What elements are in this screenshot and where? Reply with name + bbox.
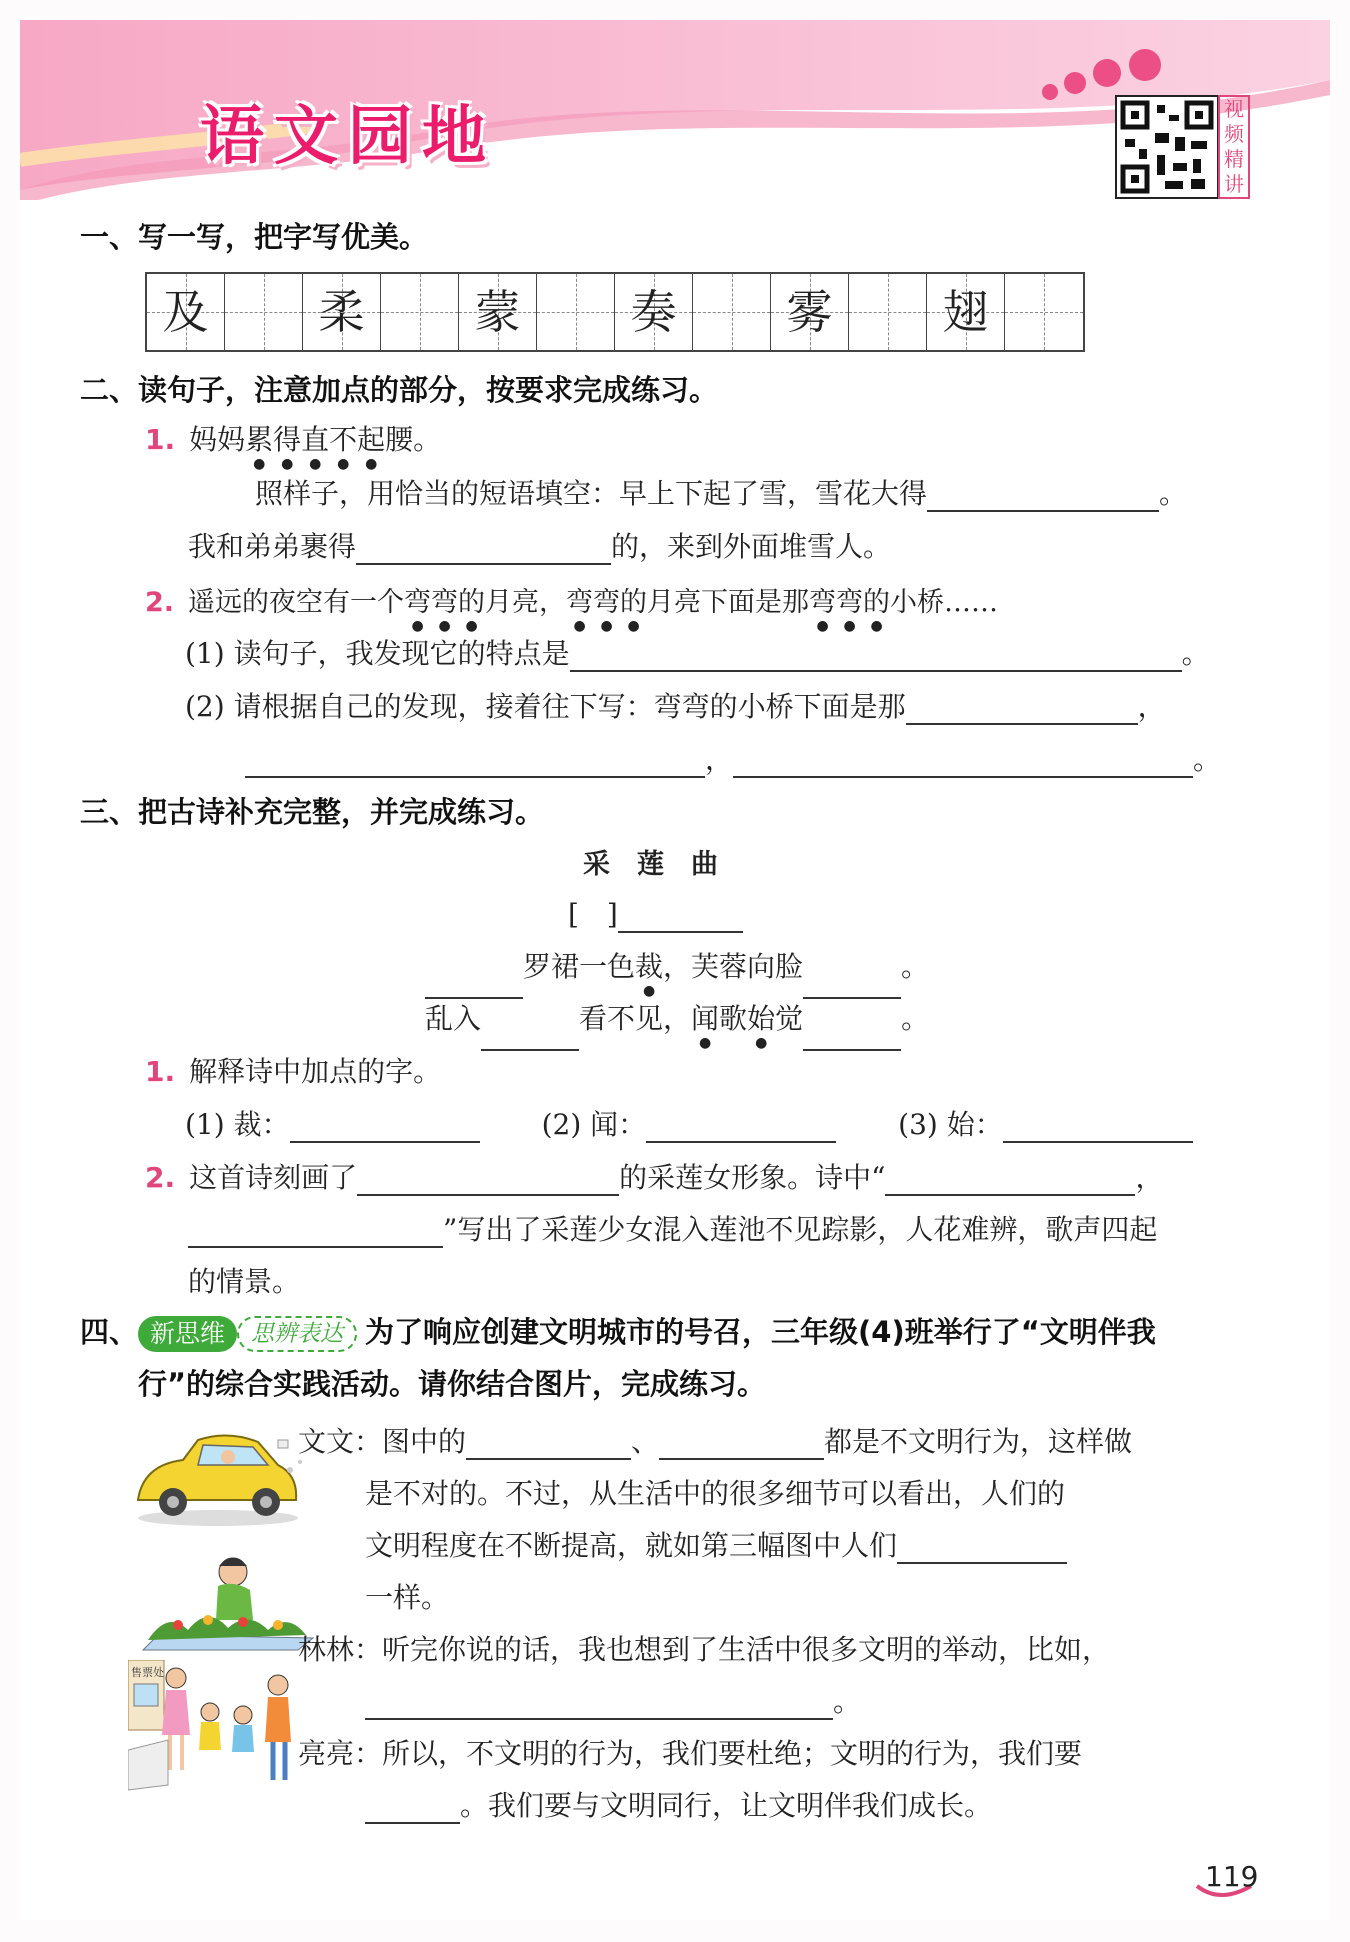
poem-line-1	[425, 945, 929, 999]
answer-blank[interactable]	[927, 480, 1159, 512]
model-character: 雾	[786, 285, 833, 339]
sentence-text: 的，来到外面堆雪人。	[611, 530, 892, 563]
punct: 。	[833, 1685, 862, 1718]
sentence-text: 小桥……	[890, 587, 999, 618]
flowerbed-illustration	[138, 1550, 318, 1670]
answer-blank[interactable]	[885, 1164, 1135, 1196]
subquestion-text: (2) 请根据自己的发现，接着往下写：弯弯的小桥下面是那	[185, 690, 906, 723]
section-4-title-line2: 行”的综合实践活动。请你结合图片，完成练习。	[138, 1367, 767, 1401]
answer-blank[interactable]	[570, 640, 1182, 672]
poem-text: 歌	[719, 1002, 748, 1035]
answer-blank[interactable]	[245, 746, 705, 778]
answer-blank[interactable]	[357, 1164, 619, 1196]
grid-char-cell	[927, 274, 1005, 350]
question-text: 的采莲女形象。诗中“	[619, 1161, 886, 1194]
model-character: 柔	[318, 285, 365, 339]
section-3-title: 三、把古诗补充完整，并完成练习。	[80, 795, 545, 829]
page-number: 119	[1205, 1860, 1259, 1893]
poem-dynasty-author	[568, 893, 743, 933]
question-number: 2.	[145, 587, 175, 618]
s2-question-2	[145, 580, 998, 634]
answer-blank[interactable]	[646, 1111, 836, 1143]
subquestion-label: (2) 闻：	[541, 1108, 647, 1141]
grid-practice-cell[interactable]	[693, 274, 771, 350]
s2-question-1	[145, 418, 441, 472]
grid-practice-cell[interactable]	[537, 274, 615, 350]
page-header	[20, 20, 1330, 200]
linlin-line-2	[365, 1680, 861, 1720]
dialogue-text: 文明程度在不断提高，就如第三幅图中人们	[365, 1529, 898, 1562]
section-2-title: 二、读句子，注意加点的部分，按要求完成练习。	[80, 373, 719, 407]
answer-blank[interactable]	[356, 533, 611, 565]
question-number: 1.	[145, 423, 176, 456]
dotted-phrase: 累得直不起	[245, 423, 386, 456]
poem-text: 觉	[775, 1002, 804, 1035]
author-blank[interactable]	[618, 901, 743, 933]
sentence-text: 妈妈	[189, 423, 246, 456]
section-4-title-text: 为了响应创建文明城市的号召，三年级(4)班举行了“文明伴我	[365, 1315, 1156, 1349]
poem-text: 罗裙一色	[523, 950, 636, 983]
liangliang-line-1: 亮亮：所以，不文明的行为，我们要杜绝；文明的行为，我们要	[298, 1737, 1083, 1770]
subquestion-text: (1) 读句子，我发现它的特点是	[185, 637, 570, 670]
ticket-office-sign: 售票处	[131, 1666, 164, 1679]
answer-blank[interactable]	[466, 1428, 631, 1460]
s2-q1-instruction	[255, 472, 1187, 512]
punct: ，	[705, 743, 734, 776]
new-thinking-badge: 新思维	[138, 1316, 237, 1352]
linlin-line-1: 林林：听完你说的话，我也想到了生活中很多文明的举动，比如，	[298, 1633, 1111, 1666]
dotted-char: 裁	[635, 950, 664, 983]
model-character: 翅	[942, 285, 989, 339]
dotted-phrase: 弯弯的	[404, 587, 486, 618]
punct: 。	[1181, 637, 1210, 670]
qr-video-label: 视频精讲	[1218, 95, 1250, 199]
car-litter-illustration	[128, 1420, 308, 1530]
model-character: 蒙	[474, 285, 521, 339]
answer-blank[interactable]	[733, 746, 1193, 778]
answer-blank[interactable]	[659, 1428, 824, 1460]
poem-line-2	[425, 997, 929, 1051]
wenwen-line-1	[298, 1420, 1132, 1460]
grid-char-cell	[615, 274, 693, 350]
poem-text: ，芙蓉向脸	[663, 950, 804, 983]
s2-q1-line3	[188, 525, 891, 565]
s3-q2-line3: 的情景。	[188, 1265, 301, 1298]
punct: ，	[1137, 690, 1166, 723]
wenwen-line-2: 是不对的。不过，从生活中的很多细节可以看出，人们的	[365, 1477, 1066, 1510]
s3-question-2	[145, 1156, 1163, 1196]
answer-blank[interactable]	[1003, 1111, 1193, 1143]
section-4-title	[80, 1310, 1156, 1352]
grid-practice-cell[interactable]	[1005, 274, 1083, 350]
s2-q2-sub2	[185, 685, 1166, 725]
dialogue-text: 都是不文明行为，这样做	[824, 1425, 1133, 1458]
writing-grid	[145, 272, 1085, 352]
answer-blank[interactable]	[803, 967, 901, 999]
question-number: 2.	[145, 1161, 176, 1194]
dialogue-text: 文文：图中的	[298, 1425, 467, 1458]
question-text: 解释诗中加点的字。	[189, 1055, 442, 1088]
model-character: 奏	[630, 285, 677, 339]
punct: 。	[1159, 477, 1188, 510]
punct: 、	[631, 1425, 660, 1458]
answer-blank[interactable]	[481, 1019, 579, 1051]
grid-practice-cell[interactable]	[381, 274, 459, 350]
poem-title: 采 莲 曲	[583, 849, 718, 880]
dotted-char: 始	[747, 1002, 776, 1035]
s2-q2-sub1	[185, 632, 1210, 672]
grid-practice-cell[interactable]	[849, 274, 927, 350]
dotted-phrase: 弯弯的	[566, 587, 648, 618]
grid-practice-cell[interactable]	[225, 274, 303, 350]
sentence-text: 月亮，	[485, 587, 567, 618]
sentence-text: 腰。	[385, 423, 442, 456]
subquestion-label: (1) 裁：	[185, 1108, 290, 1141]
s2-q2-sub2-continue	[245, 738, 1221, 778]
sentence-text: 月亮下面是那	[647, 587, 810, 618]
workbook-page	[20, 20, 1330, 1920]
grid-char-cell	[459, 274, 537, 350]
answer-blank[interactable]	[425, 967, 523, 999]
question-text: 这首诗刻画了	[189, 1161, 358, 1194]
answer-blank[interactable]	[290, 1111, 480, 1143]
poem-text: 乱入	[425, 1002, 482, 1035]
critical-expression-badge: 思辨表达	[237, 1316, 357, 1352]
section-1-title: 一、写一写，把字写优美。	[80, 220, 429, 254]
question-text: ”写出了采莲少女混入莲池不见踪影，人花难辨，歌声四起	[443, 1213, 1158, 1246]
wenwen-line-3	[365, 1524, 1067, 1564]
answer-blank[interactable]	[906, 693, 1138, 725]
qr-code-icon[interactable]	[1115, 95, 1219, 199]
dynasty-bracket[interactable]: [ ]	[568, 898, 618, 931]
answer-blank[interactable]	[897, 1532, 1067, 1564]
s3-q1-answers	[185, 1103, 1193, 1143]
dotted-char: 闻	[691, 1002, 720, 1035]
answer-blank[interactable]	[188, 1216, 443, 1248]
s3-q2-line2	[188, 1208, 1157, 1248]
dotted-phrase: 弯弯的	[809, 587, 891, 618]
sentence-text: 遥远的夜空有一个	[188, 587, 405, 618]
punct: 。	[901, 950, 930, 983]
grid-char-cell	[147, 274, 225, 350]
s3-question-1	[145, 1050, 441, 1090]
liangliang-line-2	[365, 1784, 992, 1824]
sentence-text: 我和弟弟裹得	[188, 530, 357, 563]
instruction-text: 照样子，用恰当的短语填空：早上下起了雪，雪花大得	[255, 477, 928, 510]
page-title: 语文园地	[200, 100, 496, 174]
punct: 。	[901, 1002, 930, 1035]
answer-blank[interactable]	[803, 1019, 901, 1051]
ticket-queue-illustration	[128, 1660, 308, 1795]
answer-blank[interactable]	[365, 1792, 460, 1824]
dialogue-text: 。我们要与文明同行，让文明伴我们成长。	[460, 1789, 993, 1822]
subquestion-label: (3) 始：	[898, 1108, 1003, 1141]
question-number: 1.	[145, 1055, 176, 1088]
answer-blank[interactable]	[365, 1688, 833, 1720]
wenwen-line-4: 一样。	[365, 1581, 450, 1614]
grid-char-cell	[771, 274, 849, 350]
punct: 。	[1193, 743, 1222, 776]
grid-char-cell	[303, 274, 381, 350]
poem-text: 看不见，	[579, 1002, 692, 1035]
model-character: 及	[162, 285, 209, 339]
punct: ，	[1135, 1161, 1164, 1194]
section-number: 四、	[80, 1315, 139, 1349]
